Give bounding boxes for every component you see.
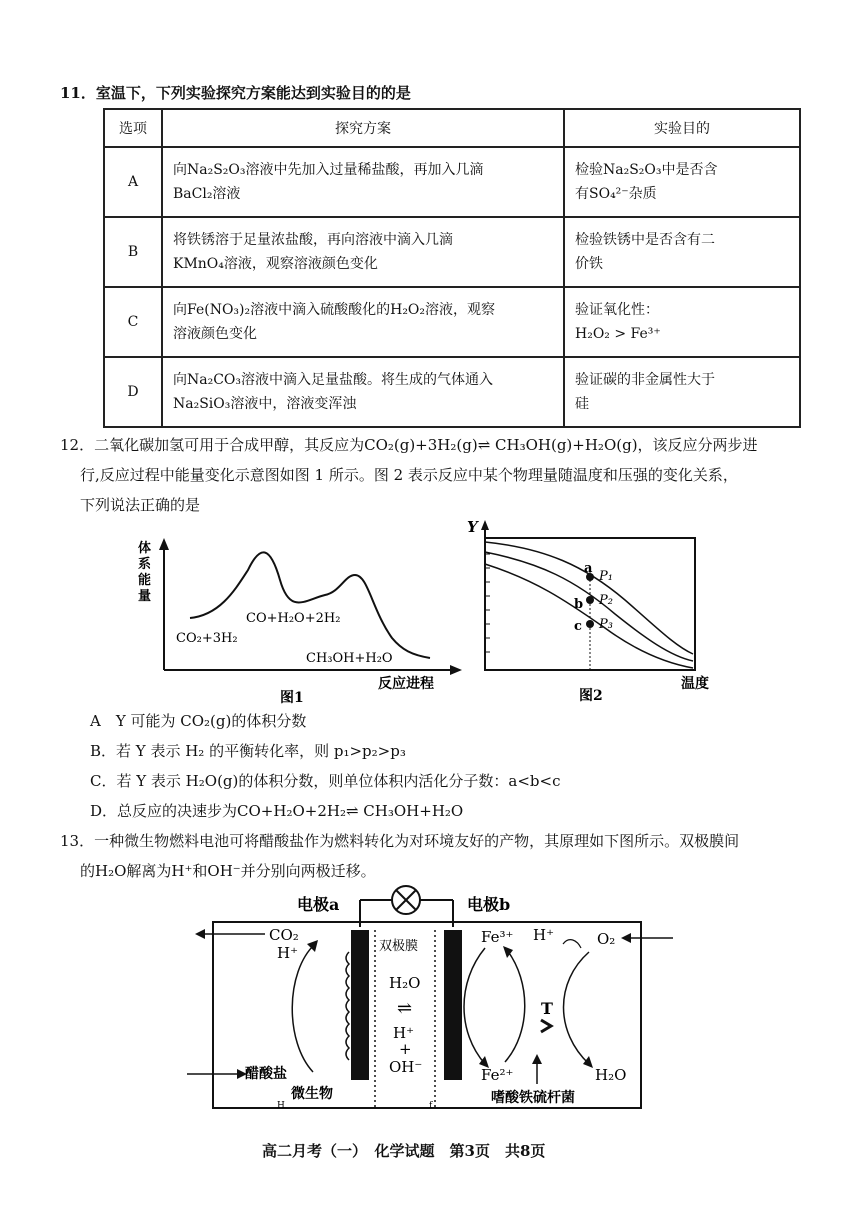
table-row — [104, 357, 800, 427]
electrode-a-label: 电极a — [297, 895, 340, 914]
fig1-ylabel-3: 能 — [138, 573, 152, 588]
fig2-point-b — [586, 596, 594, 604]
label-t: T — [541, 999, 553, 1018]
label-fe3: Fe³⁺ — [481, 928, 514, 946]
q12-stem-line2: 行,反应过程中能量变化示意图如图 1 所示。图 2 表示反应中某个物理量随温度和压强的变化关系， — [80, 466, 738, 484]
label-h-plus-left: H⁺ — [277, 944, 298, 962]
membrane-eq-arrow: ⇌ — [397, 998, 413, 1019]
row-goal: 验证碳的非金属性大于 硅 — [564, 357, 800, 427]
fig1-xlabel: 反应进程 — [378, 676, 434, 692]
fig2-caption: 图2 — [579, 688, 603, 704]
electrode-a — [351, 930, 369, 1080]
row-option: C — [104, 287, 162, 357]
membrane-oh-minus: OH⁻ — [389, 1058, 423, 1076]
row-plan: 向Na₂CO₃溶液中滴入足量盐酸。将生成的气体通入 Na₂SiO₃溶液中，溶液变浑浊 — [162, 357, 564, 427]
electrode-b-label: 电极b — [467, 895, 511, 914]
header-goal: 实验目的 — [564, 109, 800, 147]
fig2-label-b: b — [574, 597, 584, 612]
fe-reduction-arc — [464, 948, 485, 1064]
membrane-plus: + — [399, 1040, 412, 1058]
label-bacteria: 嗜酸铁硫杆菌 — [491, 1090, 575, 1106]
fig1-y-arrow-icon — [159, 538, 169, 550]
h-plus-curl — [563, 940, 581, 948]
q13-stem-line1: 13．一种微生物燃料电池可将醋酸盐作为燃料转化为对环境友好的产物，其原理如下图所示。双极膜间 — [60, 832, 740, 850]
fig1-ylabel-4: 量 — [138, 589, 152, 604]
o2-inlet-arrow-icon — [621, 933, 631, 943]
mark-left: H — [277, 1101, 285, 1111]
fig2-label-p2: P₂ — [599, 593, 613, 608]
q12-stem-line1: 12．二氧化碳加氢可用于合成甲醇，其反应为CO₂(g)+3H₂(g)⇌ CH₃OH(g)+H₂O(g)，该反应分两步进 — [60, 436, 758, 454]
row-option: B — [104, 217, 162, 287]
fig1-ylabel-2: 系 — [138, 557, 152, 572]
table-row — [104, 217, 800, 287]
fuel-cell-diagram — [185, 882, 685, 1114]
fig1-x-arrow-icon — [450, 665, 462, 675]
fig1-label-start: CO₂+3H₂ — [176, 631, 238, 646]
q13-stem-line2: 的H₂O解离为H⁺和OH⁻并分别向两极迁移。 — [80, 862, 376, 880]
label-acetate: 醋酸盐 — [245, 1066, 287, 1082]
co2-exit-arrow-icon — [195, 929, 205, 939]
q11-header-row — [104, 109, 800, 147]
membrane-h-plus: H⁺ — [393, 1024, 414, 1042]
header-plan: 探究方案 — [162, 109, 564, 147]
fig2-y-arrow-icon — [481, 520, 489, 530]
row-goal: 检验Na₂S₂O₃中是否含 有SO₄²⁻杂质 — [564, 147, 800, 217]
q12-option-a: A Y 可能为 CO₂(g)的体积分数 — [90, 712, 307, 730]
fig2-label-a: a — [584, 561, 593, 576]
q12-stem-line3: 下列说法正确的是 — [80, 496, 201, 514]
fig2-xlabel: 温度 — [681, 676, 709, 692]
table-row — [104, 287, 800, 357]
row-plan: 向Fe(NO₃)₂溶液中滴入硫酸酸化的H₂O₂溶液，观察 溶液颜色变化 — [162, 287, 564, 357]
row-plan: 向Na₂S₂O₃溶液中先加入过量稀盐酸，再加入几滴 BaCl₂溶液 — [162, 147, 564, 217]
q12-option-b: B．若 Y 表示 H₂ 的平衡转化率，则 p₁>p₂>p₃ — [90, 742, 406, 760]
fig2-point-c — [586, 620, 594, 628]
row-goal: 验证氧化性： H₂O₂ > Fe³⁺ — [564, 287, 800, 357]
fig1-label-mid: CO+H₂O+2H₂ — [246, 611, 341, 626]
q12-option-d: D．总反应的决速步为CO+H₂O+2H₂⇌ CH₃OH+H₂O — [90, 802, 464, 820]
anode-reaction-arc — [292, 944, 315, 1072]
label-microbe: 微生物 — [291, 1086, 333, 1102]
fig1-label-end: CH₃OH+H₂O — [306, 651, 393, 666]
row-goal: 检验铁锈中是否含有二 价铁 — [564, 217, 800, 287]
fig2-ylabel: Y — [467, 518, 478, 536]
membrane-label: 双极膜 — [379, 939, 419, 954]
row-option: D — [104, 357, 162, 427]
page-footer: 高二月考（一） 化学试题 第3页 共8页 — [262, 1142, 546, 1160]
microbe-film — [346, 952, 349, 1060]
header-option: 选项 — [104, 109, 162, 147]
q12-option-c: C．若 Y 表示 H₂O(g)的体积分数，则单位体积内活化分子数：a<b<c — [90, 772, 561, 790]
o2-reduction-arc — [564, 952, 590, 1064]
fig2-label-c: c — [574, 619, 582, 634]
electrode-b — [444, 930, 462, 1080]
fig1-caption: 图1 — [280, 690, 304, 706]
row-option: A — [104, 147, 162, 217]
fig1-ylabel-1: 体 — [138, 541, 152, 556]
q11-stem: 11．室温下，下列实验探究方案能达到实验目的的是 — [60, 84, 411, 102]
q11-table — [103, 108, 801, 428]
fig2-label-p3: P₃ — [599, 617, 613, 632]
label-fe2: Fe²⁺ — [481, 1066, 514, 1084]
mark-right: f — [429, 1101, 433, 1111]
figure-2-temperature-chart — [465, 518, 725, 708]
row-plan: 将铁锈溶于足量浓盐酸，再向溶液中滴入几滴 KMnO₄溶液，观察溶液颜色变化 — [162, 217, 564, 287]
label-h-plus-right: H⁺ — [533, 926, 554, 944]
fig2-label-p1: P₁ — [599, 569, 613, 584]
fe-oxidation-arc — [505, 950, 525, 1062]
label-o2: O₂ — [597, 930, 616, 948]
table-row — [104, 147, 800, 217]
membrane-water: H₂O — [389, 974, 421, 992]
label-co2: CO₂ — [269, 926, 299, 944]
label-h2o-right: H₂O — [595, 1066, 627, 1084]
electron-transfer-icon — [541, 1020, 551, 1032]
figure-1-energy-diagram — [130, 530, 470, 710]
